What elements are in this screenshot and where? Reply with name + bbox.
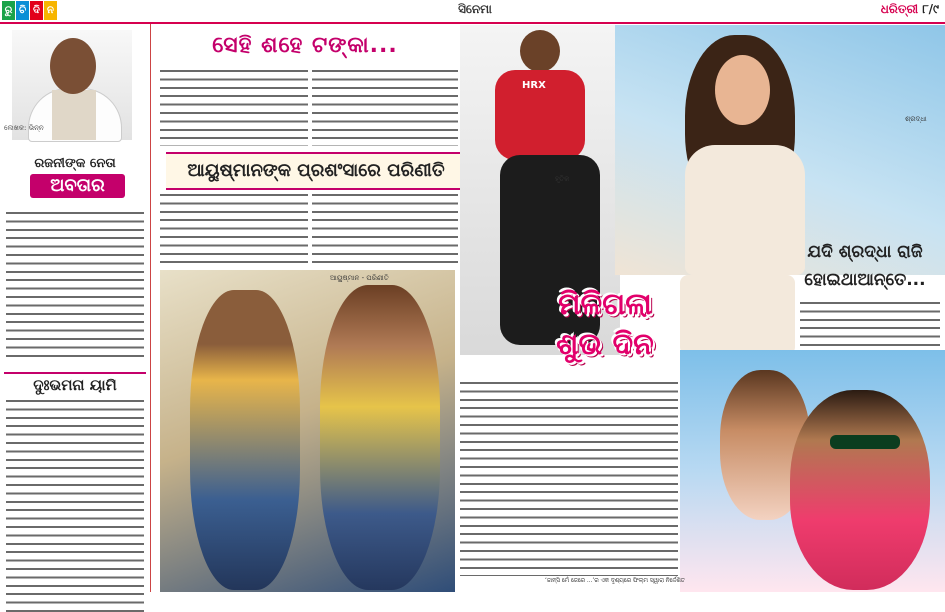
brand-letter: ଚି — [16, 1, 29, 20]
shraddha-photo-caption: ଶ୍ରଦ୍ଧା — [905, 115, 927, 123]
top-story-body-right — [312, 68, 458, 146]
hrithik-shirt-text: HRX — [522, 80, 546, 91]
story-body-text — [6, 210, 144, 360]
author-sash — [52, 90, 96, 140]
shraddha-dress — [685, 145, 805, 275]
shraddha-headline — [790, 238, 940, 296]
brand-letter: ଦି — [30, 1, 43, 20]
couple-photo — [680, 350, 945, 592]
milli-body-text — [460, 380, 678, 576]
ayushmann-figure — [190, 290, 300, 590]
milli-headline — [530, 265, 680, 375]
top-story-headline: ସେହି ଶହେ ଟଙ୍କା... — [212, 33, 398, 58]
page-info — [881, 2, 939, 17]
story2-headline: ଦୁଃଭମନା ୟାମି — [4, 372, 146, 394]
author-head — [50, 38, 96, 94]
shraddha-face — [715, 55, 770, 125]
ayushmann-parineeti-photo — [160, 270, 455, 592]
brand-logo — [2, 1, 57, 20]
hrithik-head — [520, 30, 560, 72]
hrithik-photo-caption: ହୃତିକ — [555, 175, 570, 183]
couple-photo-caption: ‘ଚ୍ଚାନ୍ସି ମେଁ ଜେରେ ...’ର ଏକ ଦୃଶ୍ୟରେ ଫିଲ୍ମ ସ୍ୱାରା ନିର୍ଦ୍ଦେଶିତ — [545, 578, 685, 584]
story-headline: ଅବତାର — [30, 174, 125, 198]
ayushmann-photo-caption: ଆୟୁଷ୍ମାନ - ପରିଣୀତି — [330, 274, 389, 282]
page-number: ୮/୯ — [922, 2, 939, 16]
top-story-body-left — [160, 68, 308, 146]
section-title: ସିନେମା — [458, 2, 492, 16]
story-kicker: ରଜନୀଙ୍କ ନେତା — [34, 156, 116, 171]
ayushmann-headline: ଆୟୁଷ୍ମାନଙ୍କ ପ୍ରଶଂସାରେ ପରିଣୀତି — [166, 152, 466, 190]
newspaper-logo: ଧରିତ୍ରୀ — [880, 2, 919, 16]
shraddha-headline-line2: ହୋଇଥାଆନ୍ତେ... — [804, 270, 926, 290]
man-figure — [790, 390, 930, 590]
top-story-banner — [155, 28, 455, 64]
sunglasses-icon — [830, 435, 900, 449]
ayushmann-body-left — [160, 192, 308, 264]
story2-body-text — [6, 398, 144, 612]
masthead — [0, 0, 945, 24]
left-column — [0, 24, 151, 592]
shraddha-headline-line1: ଯଦି ଶ୍ରଦ୍ଧା ରାଜି — [807, 242, 923, 262]
brand-letter: ରୁ — [2, 1, 15, 20]
ayushmann-body-right — [312, 192, 458, 264]
brand-letter: ନ — [44, 1, 57, 20]
shraddha-dress-lower — [680, 275, 795, 355]
parineeti-figure — [320, 285, 440, 590]
milli-headline-line2: ଶୁଭ ଦିନ — [556, 327, 654, 362]
milli-headline-line1: ମିଳିଗଲା — [558, 287, 652, 322]
author-byline: ଲେଖକ: ଭିନ୍ନ — [4, 124, 44, 132]
